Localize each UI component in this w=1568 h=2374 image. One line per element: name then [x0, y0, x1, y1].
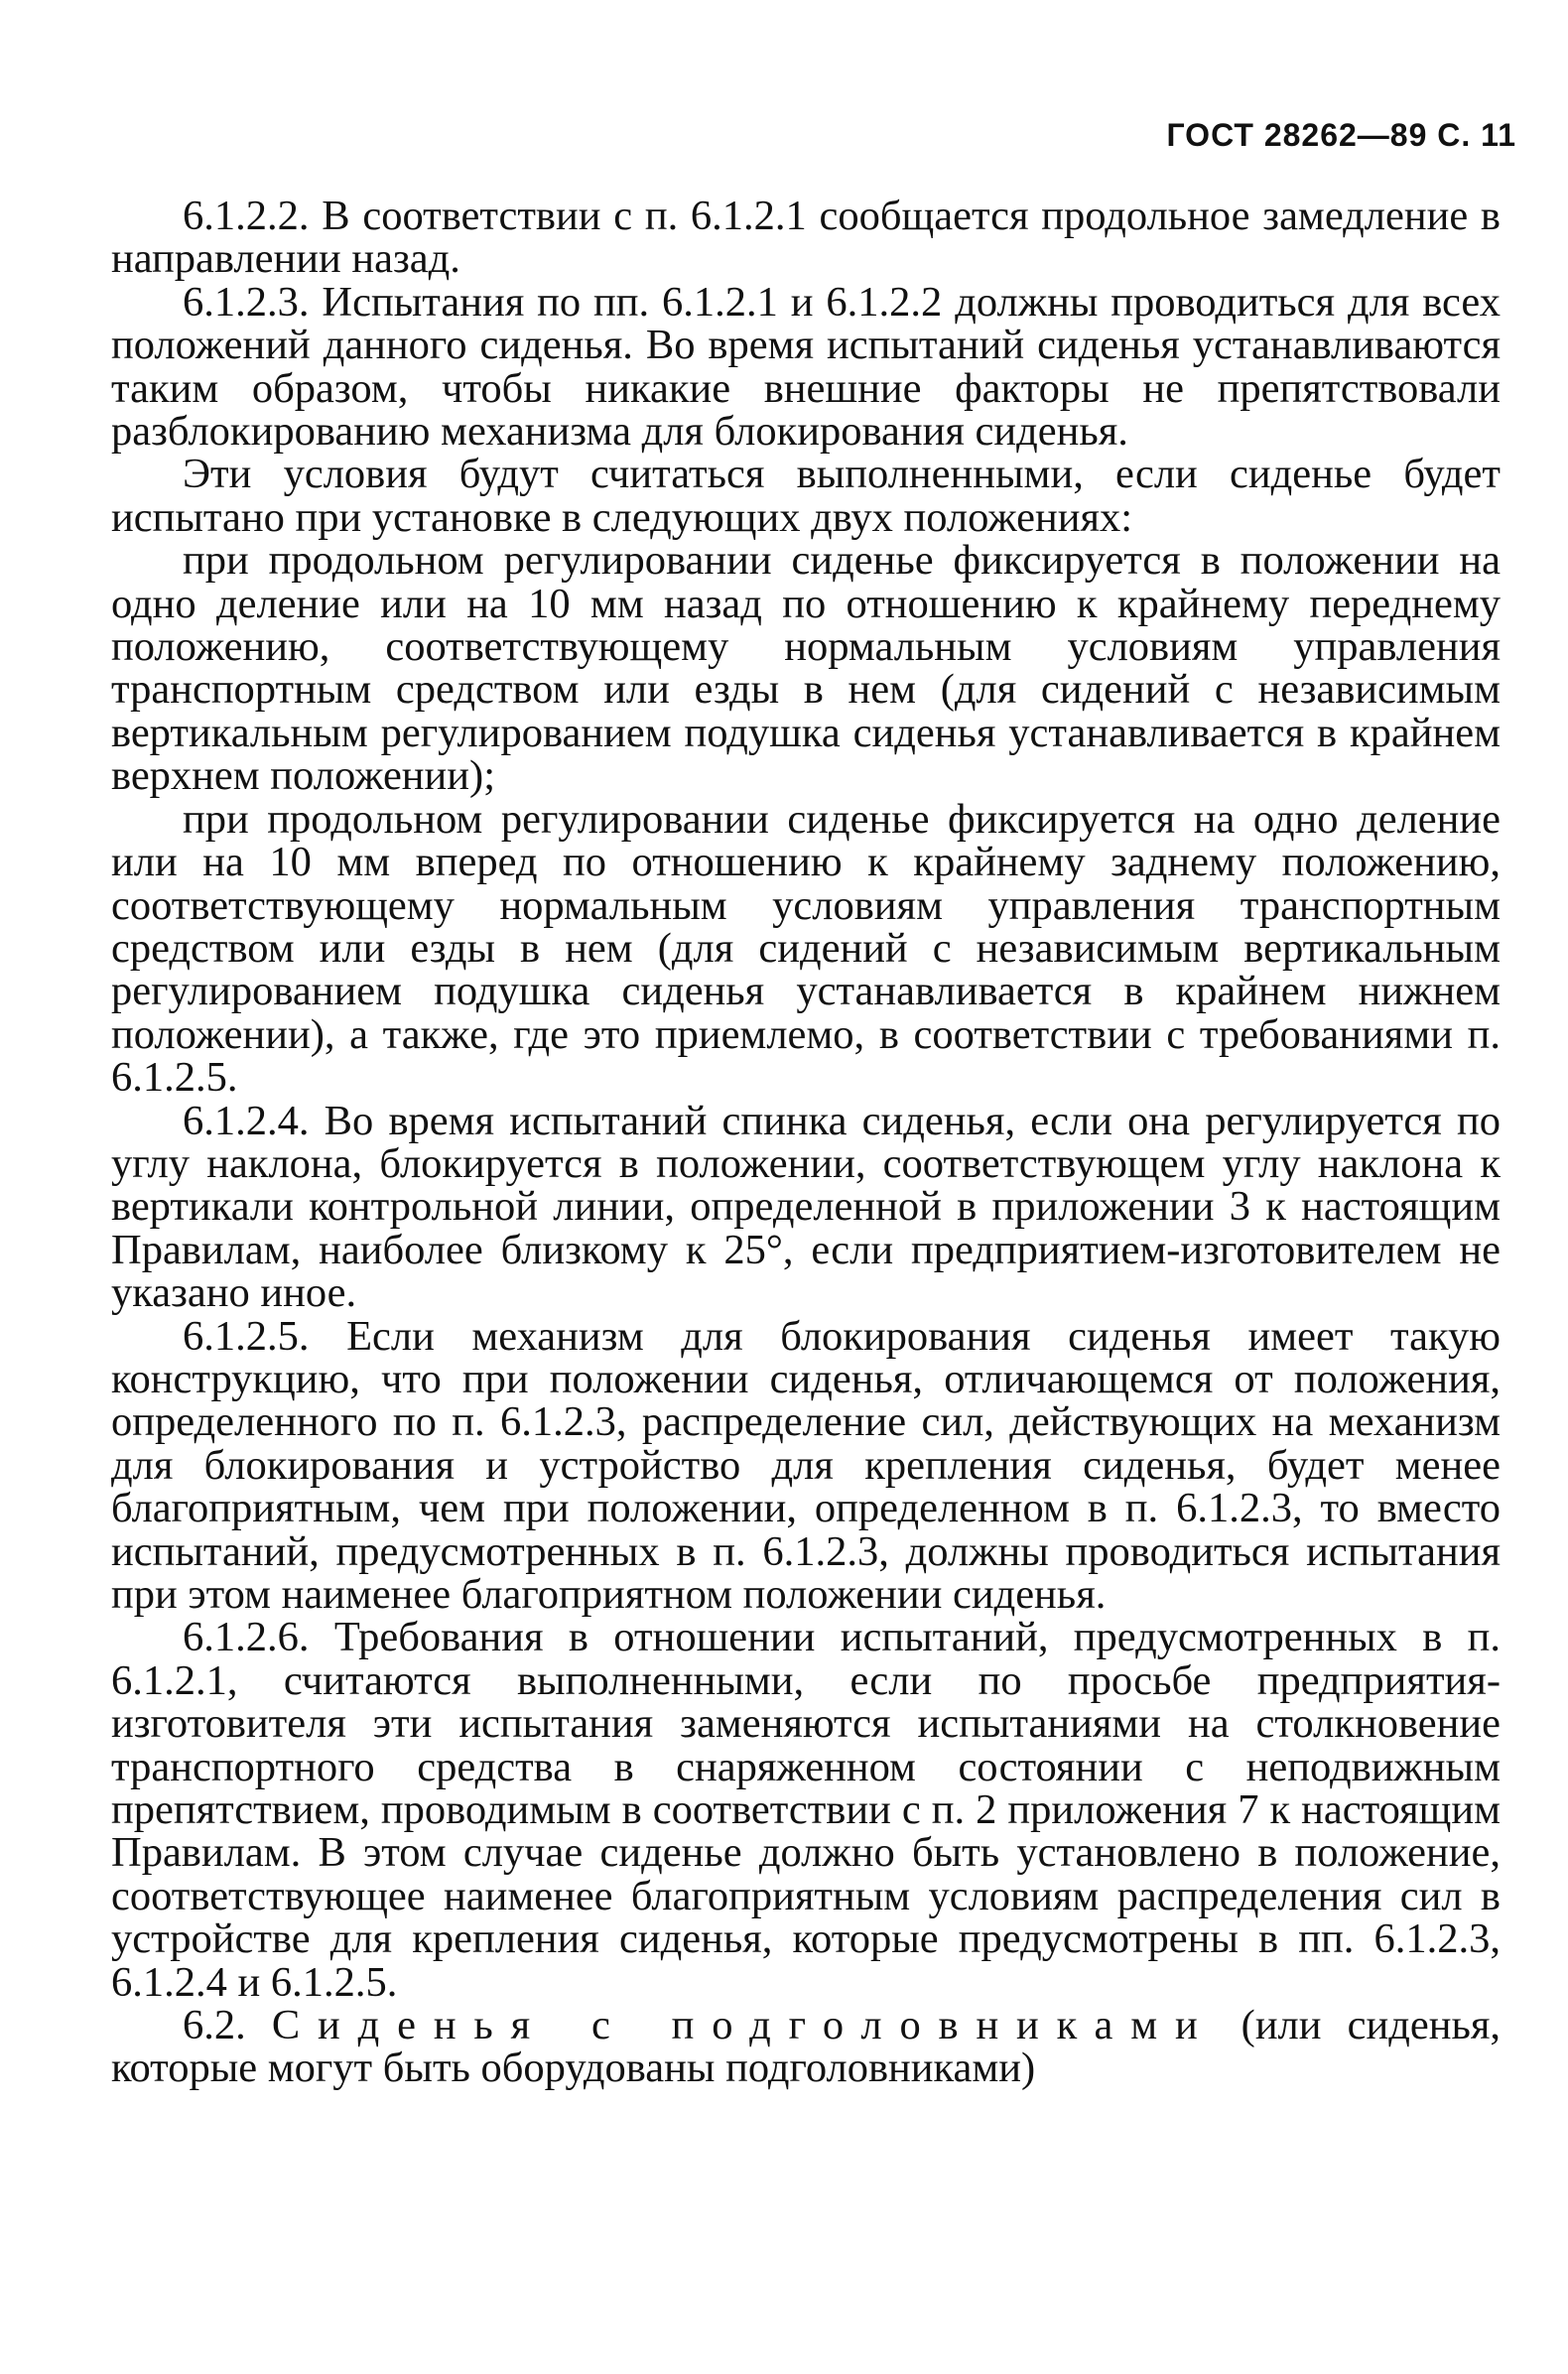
paragraph-6-2: [111, 2004, 1501, 2090]
section-heading: Сиденья с подголовниками: [271, 2002, 1216, 2049]
paragraph-conditions: Эти условия будут считаться выполненными, если сиденье будет испытано при установке в следующих двух положениях:: [111, 451, 1501, 541]
section-heading-rest: (или сиденья, которые могут быть оборудованы подголовниками): [111, 2002, 1502, 2092]
paragraph-6-1-2-6: 6.1.2.6. Требования в отношении испытаний, предусмотренных в п. 6.1.2.1, считаются выполненными, если по просьбе предприятия-изготовителя эти испытания заменяются испытаниями на столкновение транспортного средства в снаряженном состоянии с неподвижным препятствием, проводимым в соответствии с п. 2 приложения 7 к настоящим Правилам. В этом случае сиденье должно быть установлено в положение, соответствующее наименее благоприятным условиям распределения сил в устройстве для крепления сиденья, которые предусмотрены в пп. 6.1.2.3, 6.1.2.4 и 6.1.2.5.: [111, 1614, 1501, 2006]
paragraph-6-1-2-4: 6.1.2.4. Во время испытаний спинка сиденья, если она регулируется по углу наклона, блокируется в положении, соответствующем углу наклона к вертикали контрольной линии, определенной в приложении 3 к настоящим Правилам, наиболее близкому к 25°, если предприятием-изготовителем не указано иное.: [111, 1097, 1501, 1317]
body-text: [111, 195, 1501, 2090]
section-number: 6.2.: [183, 2002, 246, 2049]
paragraph-position-rear: при продольном регулировании сиденье фиксируется на одно деление или на 10 мм вперед по отношению к крайнему заднему положению, соответствующему нормальным условиям управления транспортным средством или езды в нем (для сидений с независимым вертикальным регулированием подушка сиденья устанавливается в крайнем нижнем положении), а также, где это приемлемо, в соответствии с требованиями п. 6.1.2.5.: [111, 795, 1501, 1102]
page-header: ГОСТ 28262—89 С. 11: [1166, 117, 1516, 153]
paragraph-position-front: при продольном регулировании сиденье фиксируется в положении на одно деление или на 10 мм назад по отношению к крайнему переднему положению, соответствующему нормальным условиям управления транспортным средством или езды в нем (для сидений с независимым вертикальным регулированием подушка сиденья устанавливается в крайнем верхнем положении);: [111, 537, 1501, 800]
paragraph-6-1-2-2: 6.1.2.2. В соответствии с п. 6.1.2.1 сообщается продольное замедление в направлении назад.: [111, 193, 1501, 283]
paragraph-6-1-2-3: 6.1.2.3. Испытания по пп. 6.1.2.1 и 6.1.2.2 должны проводиться для всех положений данного сиденья. Во время испытаний сиденья устанавливаются таким образом, чтобы никакие внешние факторы не препятствовали разблокированию механизма для блокирования сиденья.: [111, 278, 1501, 456]
paragraph-6-1-2-5: 6.1.2.5. Если механизм для блокирования сиденья имеет такую конструкцию, что при положении сиденья, отличающемся от положения, определенного по п. 6.1.2.3, распределение сил, действующих на механизм для блокирования и устройство для крепления сиденья, будет менее благоприятным, чем при положении, определенном в п. 6.1.2.3, то вместо испытаний, предусмотренных в п. 6.1.2.3, должны проводиться испытания при этом наименее благоприятном положении сиденья.: [111, 1312, 1501, 1618]
